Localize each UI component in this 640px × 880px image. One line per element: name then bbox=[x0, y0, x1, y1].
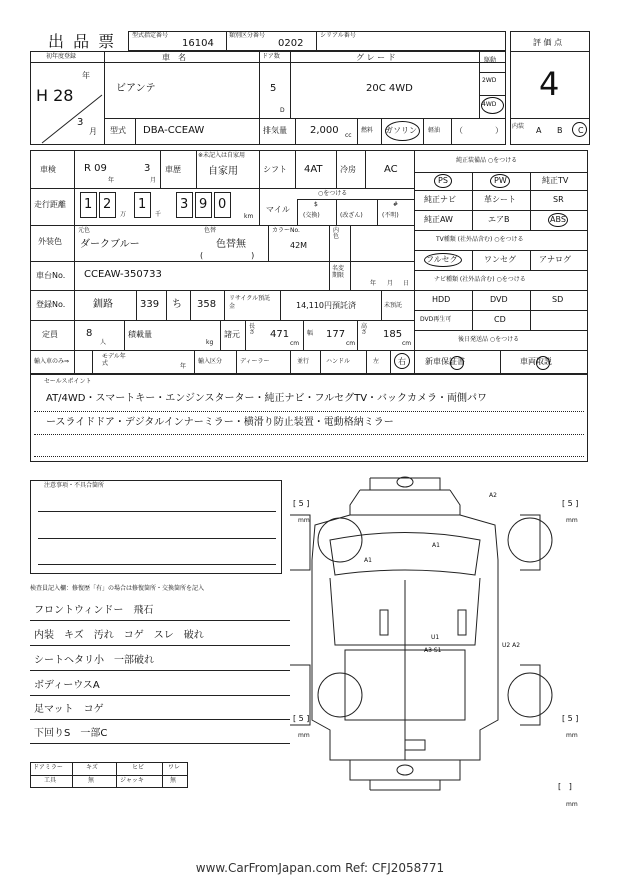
capacity-unit: 人 bbox=[100, 339, 107, 346]
shift-label: シフト bbox=[263, 165, 287, 174]
color-value: ダークブルー bbox=[80, 239, 140, 250]
disp-value: 2,000 bbox=[310, 125, 339, 136]
recycle-label: リサイクル預託金 bbox=[229, 295, 271, 310]
color-label: 外装色 bbox=[38, 237, 62, 246]
legend-h-2: キズ bbox=[86, 764, 98, 771]
fuel-value: ガソリン bbox=[385, 126, 417, 135]
later-title: 後日発送品 ○をつける bbox=[458, 336, 520, 343]
first-reg-slash bbox=[38, 93, 104, 145]
reg-kana: ち bbox=[172, 299, 182, 310]
capacity-label: 定員 bbox=[42, 330, 58, 339]
usage-note: ※未記入は自家用 bbox=[198, 152, 246, 159]
tread-rl-unit: mm bbox=[298, 732, 310, 739]
reg-class: 339 bbox=[140, 299, 160, 310]
later-warranty: 新車保証書 bbox=[425, 357, 465, 366]
color-paren: ( ) bbox=[200, 251, 255, 260]
drive-label: 駆動 bbox=[484, 57, 497, 64]
load-label: 積載量 bbox=[128, 330, 152, 339]
damage-a3s1: A3 S1 bbox=[424, 647, 442, 654]
later-manual-circle bbox=[536, 356, 550, 370]
footer-text: www.CarFromJapan.com Ref: CFJ2058771 bbox=[195, 861, 445, 875]
model-year-label: モデル年式 bbox=[102, 353, 126, 368]
mile-label: マイル bbox=[266, 205, 290, 214]
damage-a1-left: A1 bbox=[364, 557, 372, 564]
chassis-label: 車台No. bbox=[36, 271, 66, 280]
equip-pw: PW bbox=[494, 176, 507, 185]
tread-rr: [ 5 ] bbox=[562, 714, 579, 723]
fuel-circle bbox=[385, 121, 420, 141]
door-label: ドア数 bbox=[262, 53, 280, 60]
reg-label: 登録No. bbox=[36, 300, 66, 309]
navi-hdd: HDD bbox=[432, 295, 451, 304]
note-line-5: 足マット コゲ bbox=[34, 704, 104, 715]
later-manual: 車両取説 bbox=[520, 357, 552, 366]
first-reg-year-unit: 年 bbox=[82, 71, 90, 80]
legend-v-4: 無 bbox=[170, 777, 177, 784]
mileage-digit-4: 3 bbox=[180, 197, 189, 212]
grade-label: グ レ ー ド bbox=[356, 53, 396, 62]
tread-rr-unit: mm bbox=[566, 732, 578, 739]
door-sub: D bbox=[280, 107, 285, 114]
interior-color-label: 内色 bbox=[333, 227, 340, 240]
note-line-2: 内装 キズ 汚れ コゲ スレ 破れ bbox=[34, 630, 204, 641]
mile-hash: # bbox=[393, 201, 399, 208]
form-title: 出 品 票 bbox=[48, 32, 117, 51]
grade-value: 20C 4WD bbox=[366, 83, 413, 94]
color-change-label: 色替 bbox=[204, 227, 217, 234]
dealer-label: ディーラー bbox=[240, 358, 270, 365]
reg-region: 釧路 bbox=[93, 299, 113, 310]
interior-a: A bbox=[536, 126, 542, 135]
damage-u2a2: U2 A2 bbox=[502, 642, 521, 649]
sales-line-1: AT/4WD・スマートキー・エンジンスターター・純正ナビ・フルセグTV・バックカメラ・両側パワ bbox=[46, 393, 488, 404]
serial-label: シリアル番号 bbox=[320, 32, 356, 39]
equip-title: 純正装備品 ○をつける bbox=[456, 157, 518, 164]
damage-u1: U1 bbox=[431, 634, 440, 641]
tv-fullseg: フルセグ bbox=[426, 255, 458, 264]
mileage-digit-6: 0 bbox=[218, 197, 227, 212]
import-class-label: 輸入区分 bbox=[198, 358, 223, 365]
height-value: 185 bbox=[383, 329, 403, 340]
first-reg-label: 初年度登録 bbox=[46, 53, 77, 60]
legend-v-1: 工具 bbox=[44, 777, 57, 784]
legend-h-1: ドアミラー bbox=[33, 764, 63, 771]
note-line-6: 下回りS 一部C bbox=[34, 728, 108, 739]
navi-dvd-play: DVD再生可 bbox=[420, 316, 452, 323]
interior-c: C bbox=[578, 126, 584, 135]
car-name-label: 車 名 bbox=[162, 53, 186, 62]
reg-num: 358 bbox=[197, 299, 217, 310]
legend-v-2: 無 bbox=[88, 777, 95, 784]
tread-fr: [ 5 ] bbox=[562, 499, 579, 508]
name-change-day: 日 bbox=[403, 280, 410, 287]
legend-v-3: ジャッキ bbox=[120, 777, 144, 784]
navi-dvd: DVD bbox=[490, 295, 508, 304]
recycle-value: 14,110円預託済 bbox=[296, 301, 356, 310]
width-value: 177 bbox=[326, 329, 346, 340]
name-change-year: 年 bbox=[370, 280, 377, 287]
right-circle bbox=[394, 353, 410, 369]
tv-fullseg-circle bbox=[424, 253, 462, 267]
mileage-digit-1: 1 bbox=[84, 197, 93, 212]
right-label: 右 bbox=[398, 357, 406, 366]
ac-label: 冷房 bbox=[340, 165, 356, 174]
color-change-value: 色替無 bbox=[216, 239, 246, 250]
equip-aw: 純正AW bbox=[424, 215, 453, 224]
car-diagram bbox=[290, 470, 590, 810]
shaken-value: R 09 bbox=[84, 163, 107, 174]
score-label: 評 価 点 bbox=[533, 38, 563, 47]
color-no-label: カラーNo. bbox=[272, 227, 300, 234]
shaken-year-unit: 年 bbox=[108, 177, 115, 184]
name-change-label: 名変期限 bbox=[332, 265, 345, 280]
capacity-value: 8 bbox=[86, 328, 93, 339]
mile-unknown: (不明) bbox=[382, 212, 399, 219]
ruibetsu-label: 類別区分番号 bbox=[229, 32, 266, 39]
shiteibangou-label: 型式指定番号 bbox=[132, 32, 169, 39]
load-unit: kg bbox=[206, 339, 214, 346]
drive-2wd: 2WD bbox=[482, 77, 497, 84]
color-no-value: 42M bbox=[290, 241, 308, 250]
usage-value: 自家用 bbox=[208, 166, 238, 177]
damage-a1-top: A1 bbox=[432, 542, 440, 549]
height-unit: cm bbox=[402, 340, 412, 347]
import-label: 輸入車のみ⇒ bbox=[34, 358, 70, 365]
mileage-digit-5: 9 bbox=[199, 197, 208, 212]
note-line-3: シートヘタリ小 一部破れ bbox=[34, 655, 154, 666]
legend-h-3: ヒビ bbox=[132, 764, 145, 771]
later-warranty-circle bbox=[450, 356, 464, 370]
notes-box bbox=[30, 480, 282, 574]
equip-tv: 純正TV bbox=[542, 176, 569, 185]
legend-h-4: ワレ bbox=[168, 764, 181, 771]
score-value: 4 bbox=[539, 65, 560, 103]
first-reg-month-unit: 月 bbox=[89, 127, 97, 136]
left-label: 左 bbox=[373, 358, 380, 365]
parallel-label: 並行 bbox=[297, 358, 310, 365]
width-unit: cm bbox=[346, 340, 356, 347]
tread-fr-unit: mm bbox=[566, 517, 578, 524]
first-reg-year: H 28 bbox=[36, 86, 74, 105]
navi-title: ナビ種類 (社外品含む) ○をつける bbox=[434, 276, 526, 283]
shift-value: 4AT bbox=[304, 164, 323, 175]
mile-dollar: $ bbox=[314, 201, 318, 208]
note-line-1: フロントウィンドー 飛石 bbox=[34, 605, 154, 616]
light-oil-label: 軽油 bbox=[428, 127, 441, 134]
width-label: 幅 bbox=[307, 330, 314, 337]
mileage-digit-3: 1 bbox=[138, 197, 147, 212]
navi-sd: SD bbox=[552, 295, 564, 304]
model-year-unit: 年 bbox=[180, 363, 187, 370]
mileage-km: km bbox=[244, 213, 254, 220]
mileage-sen: 千 bbox=[155, 211, 162, 218]
dims-label: 諸元 bbox=[224, 330, 240, 339]
mileage-label: 走行距離 bbox=[34, 200, 66, 209]
length-label: 長さ bbox=[249, 323, 256, 336]
tread-spare-unit: mm bbox=[566, 801, 578, 808]
shaken-month: 3 bbox=[144, 163, 151, 174]
handle-label: ハンドル bbox=[326, 358, 351, 365]
inspector-label: 検査員記入欄：修復歴「有」の場合は修復箇所・交換箇所を記入 bbox=[30, 585, 205, 592]
mileage-man: 万 bbox=[120, 211, 127, 218]
damage-a2-top: A2 bbox=[489, 492, 497, 499]
tread-fl: [ 5 ] bbox=[293, 499, 310, 508]
tv-title: TV種類 (社外品含む) ○をつける bbox=[436, 236, 524, 243]
usage-label: 車歴 bbox=[165, 165, 181, 174]
disp-label: 排気量 bbox=[263, 126, 287, 135]
equip-sr: SR bbox=[553, 195, 564, 204]
shiteibangou-value: 16104 bbox=[182, 38, 214, 49]
sales-line-2: ースライドドア・デジタルインナーミラー・横滑り防止装置・電動格納ミラー bbox=[46, 417, 394, 428]
ruibetsu-value: 0202 bbox=[278, 38, 304, 49]
mile-circle-note: ○をつける bbox=[318, 190, 348, 197]
sales-label: セールスポイント bbox=[44, 378, 92, 385]
equip-pw-circle bbox=[490, 174, 510, 188]
chassis-value: CCEAW-350733 bbox=[84, 269, 162, 280]
tv-analog: アナログ bbox=[539, 255, 571, 264]
ac-value: AC bbox=[384, 164, 398, 175]
equip-navi: 純正ナビ bbox=[424, 195, 456, 204]
door-value: 5 bbox=[270, 83, 277, 94]
type-value: DBA-CCEAW bbox=[143, 125, 205, 136]
first-reg-month: 3 bbox=[77, 117, 84, 128]
mileage-digit-2: 2 bbox=[103, 197, 112, 212]
tread-rl: [ 5 ] bbox=[293, 714, 310, 723]
shaken-label: 車検 bbox=[40, 165, 56, 174]
shaken-month-unit: 月 bbox=[150, 177, 157, 184]
tread-spare: [ ] bbox=[558, 782, 572, 791]
equip-airbag: エアB bbox=[488, 215, 510, 224]
equip-abs: ABS bbox=[550, 215, 566, 224]
name-change-month: 月 bbox=[387, 280, 394, 287]
mile-tamper: (改ざん) bbox=[340, 212, 363, 219]
fuel-label: 燃料 bbox=[361, 127, 374, 134]
interior-b: B bbox=[557, 126, 563, 135]
equip-leather: 革シート bbox=[484, 195, 516, 204]
recycle-pending: 未預託 bbox=[384, 302, 403, 309]
equip-ps: PS bbox=[438, 176, 448, 185]
navi-cd: CD bbox=[494, 315, 506, 324]
drive-4wd-circle bbox=[481, 97, 504, 114]
tv-oneseg: ワンセグ bbox=[484, 255, 516, 264]
color-moto-label: 元色 bbox=[78, 227, 91, 234]
length-unit: cm bbox=[290, 340, 300, 347]
length-value: 471 bbox=[270, 329, 290, 340]
tread-fl-unit: mm bbox=[298, 517, 310, 524]
disp-unit: cc bbox=[345, 132, 352, 139]
light-oil-paren: （ ） bbox=[455, 126, 503, 135]
mile-exchange: (交換) bbox=[303, 212, 320, 219]
note-line-4: ボディーウスA bbox=[34, 680, 100, 691]
drive-4wd: 4WD bbox=[482, 101, 497, 108]
car-name-value: ビアンテ bbox=[116, 83, 156, 94]
notes-label: 注意事項・不具合箇所 bbox=[44, 482, 105, 489]
interior-label: 内装 bbox=[512, 123, 525, 130]
equip-ps-circle bbox=[434, 174, 452, 188]
type-label: 型式 bbox=[110, 126, 126, 135]
height-label: 高さ bbox=[361, 323, 368, 336]
interior-c-circle bbox=[572, 122, 587, 137]
equip-abs-circle bbox=[548, 213, 568, 227]
